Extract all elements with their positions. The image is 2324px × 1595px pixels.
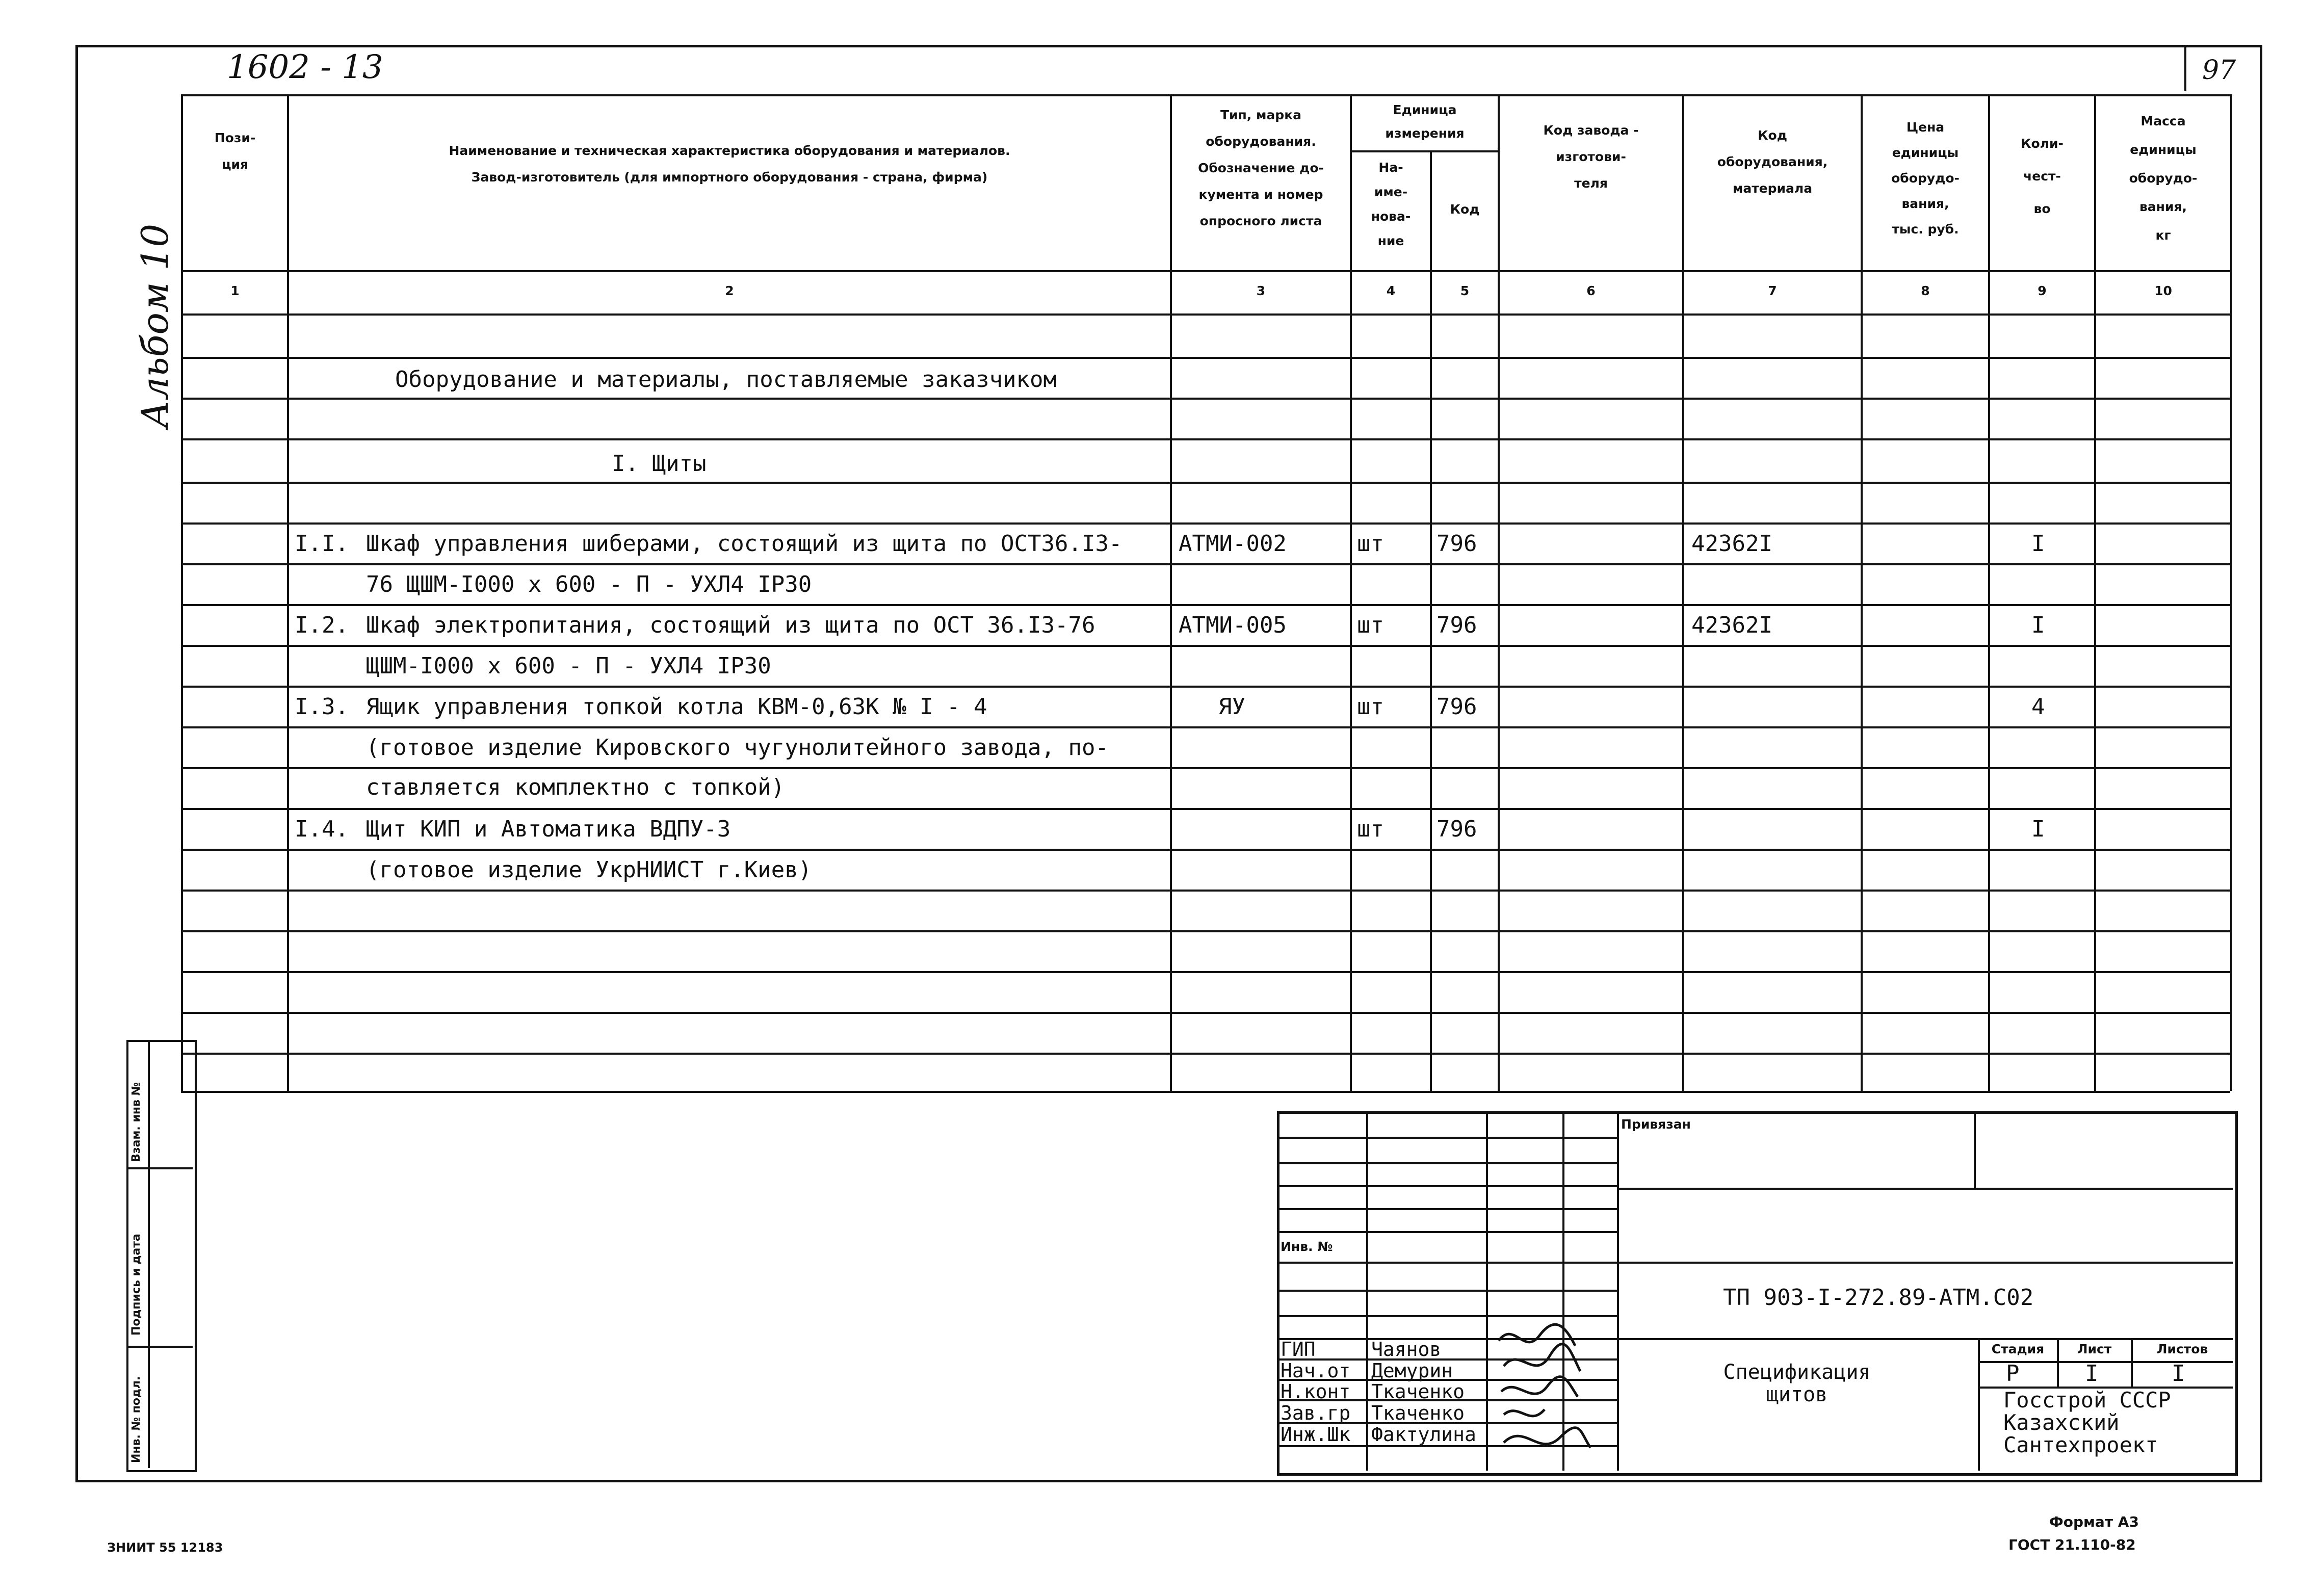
stage-header: Стадия <box>1991 1342 2045 1356</box>
header-maker-code: Код завода - изготови- теля <box>1543 123 1639 191</box>
format-label: Формат А3 <box>2049 1513 2139 1530</box>
row-equip-code: 42362I <box>1691 612 1772 638</box>
row-unit: шт <box>1357 694 1384 720</box>
row-position: I.3. <box>295 694 349 720</box>
page-number: 97 <box>2202 55 2236 86</box>
sheets-header: Листов <box>2156 1342 2208 1356</box>
header-mass: Масса единицы оборудо- вания, кг <box>2129 114 2198 243</box>
album-label: Альбом 10 <box>134 223 176 428</box>
sheets-value: I <box>2172 1361 2185 1387</box>
row-type: ЯУ <box>1218 694 1245 720</box>
signer-name: Чаянов <box>1371 1338 1442 1361</box>
subsection-title: I. Щиты <box>612 451 707 477</box>
sheet-header: Лист <box>2077 1342 2112 1356</box>
colnum-5: 5 <box>1460 283 1470 298</box>
row-position: I.I. <box>295 531 349 557</box>
colnum-9: 9 <box>2038 283 2047 298</box>
header-equip-code: Код оборудования, материала <box>1717 128 1828 196</box>
colnum-6: 6 <box>1586 283 1596 298</box>
row-type: АТМИ-005 <box>1179 612 1287 638</box>
row-position: I.2. <box>295 612 349 638</box>
signer-role: ГИП <box>1281 1338 1316 1361</box>
doc-title: Спецификация щитов <box>1723 1361 1871 1406</box>
row-name: (готовое изделие УкрНИИСТ г.Киев) <box>366 857 812 883</box>
side-stamp-sign: Подпись и дата <box>130 1234 143 1336</box>
corner-number: 1602 - 13 <box>227 48 383 86</box>
colnum-4: 4 <box>1386 283 1396 298</box>
header-unit-group: Единица измерения <box>1385 102 1465 141</box>
row-position: I.4. <box>295 816 349 842</box>
side-stamp-replace: Взам. инв № <box>130 1082 143 1162</box>
side-stamp-inv: Инв. № подл. <box>130 1376 143 1463</box>
row-name: (готовое изделие Кировского чугунолитейного завода, по- <box>366 735 1109 761</box>
signer-name: Демурин <box>1371 1359 1453 1382</box>
colnum-10: 10 <box>2154 283 2172 298</box>
header-price: Цена единицы оборудо- вания, тыс. руб. <box>1891 120 1960 237</box>
signature-marks <box>1494 1320 1606 1468</box>
row-name: Ящик управления топкой котла КВМ-0,63К № I - 4 <box>366 694 987 720</box>
signer-role: Н.конт <box>1281 1380 1351 1403</box>
signer-role: Нач.от <box>1281 1359 1351 1382</box>
row-equip-code: 42362I <box>1691 531 1772 557</box>
row-qty: 4 <box>2031 694 2045 720</box>
header-quantity: Коли- чест- во <box>2021 136 2064 216</box>
signer-name: Фактулина <box>1371 1423 1476 1446</box>
signer-role: Инж.Шк <box>1281 1423 1351 1446</box>
privyazan-label: Привязан <box>1621 1117 1691 1132</box>
row-name: Щит КИП и Автоматика ВДПУ-3 <box>366 816 731 842</box>
row-qty: I <box>2031 612 2045 638</box>
colnum-7: 7 <box>1768 283 1777 298</box>
row-type: АТМИ-002 <box>1179 531 1287 557</box>
colnum-1: 1 <box>230 283 240 298</box>
signer-name: Ткаченко <box>1371 1402 1465 1424</box>
row-name: ЩШМ-I000 х 600 - П - УХЛ4 IP30 <box>366 653 771 679</box>
signer-name: Ткаченко <box>1371 1380 1465 1403</box>
gost-label: ГОСТ 21.110-82 <box>2008 1536 2136 1553</box>
section-title: Оборудование и материалы, поставляемые заказчиком <box>395 367 1057 393</box>
inv-no-label: Инв. № <box>1281 1239 1333 1254</box>
header-type: Тип, марка оборудования. Обозначение до- кумента и номер опросного листа <box>1198 108 1324 228</box>
row-code: 796 <box>1437 694 1477 720</box>
row-qty: I <box>2031 816 2045 842</box>
header-name: Наименование и техническая характеристика оборудования и материалов. Завод-изготовитель (для импортного оборудования - страна, фирма) <box>449 143 1010 185</box>
bottom-left-stamp: ЗНИИТ 55 12183 <box>107 1540 223 1555</box>
header-unit-name: На- име- нова- ние <box>1371 160 1411 248</box>
header-position: Пози- ция <box>214 130 256 172</box>
colnum-3: 3 <box>1256 283 1266 298</box>
doc-code: ТП 903-I-272.89-АТМ.С02 <box>1723 1285 2034 1311</box>
signer-role: Зав.гр <box>1281 1402 1351 1424</box>
header-unit-code: Код <box>1450 202 1480 217</box>
sheet-value: I <box>2085 1361 2099 1387</box>
row-name: Шкаф электропитания, состоящий из щита по ОСТ 36.I3-76 <box>366 612 1095 638</box>
organization: Госстрой СССР Казахский Сантехпроект <box>2003 1388 2171 1457</box>
colnum-2: 2 <box>725 283 734 298</box>
row-unit: шт <box>1357 612 1384 638</box>
row-name: ставляется комплектно с топкой) <box>366 774 785 800</box>
row-code: 796 <box>1437 816 1477 842</box>
row-unit: шт <box>1357 531 1384 557</box>
row-name: Шкаф управления шиберами, состоящий из щита по ОСТ36.I3- <box>366 531 1122 557</box>
stage-value: Р <box>2006 1361 2020 1387</box>
row-unit: шт <box>1357 816 1384 842</box>
row-name: 76 ЩШМ-I000 х 600 - П - УХЛ4 IP30 <box>366 571 812 597</box>
colnum-8: 8 <box>1921 283 1930 298</box>
row-qty: I <box>2031 531 2045 557</box>
row-code: 796 <box>1437 612 1477 638</box>
row-code: 796 <box>1437 531 1477 557</box>
